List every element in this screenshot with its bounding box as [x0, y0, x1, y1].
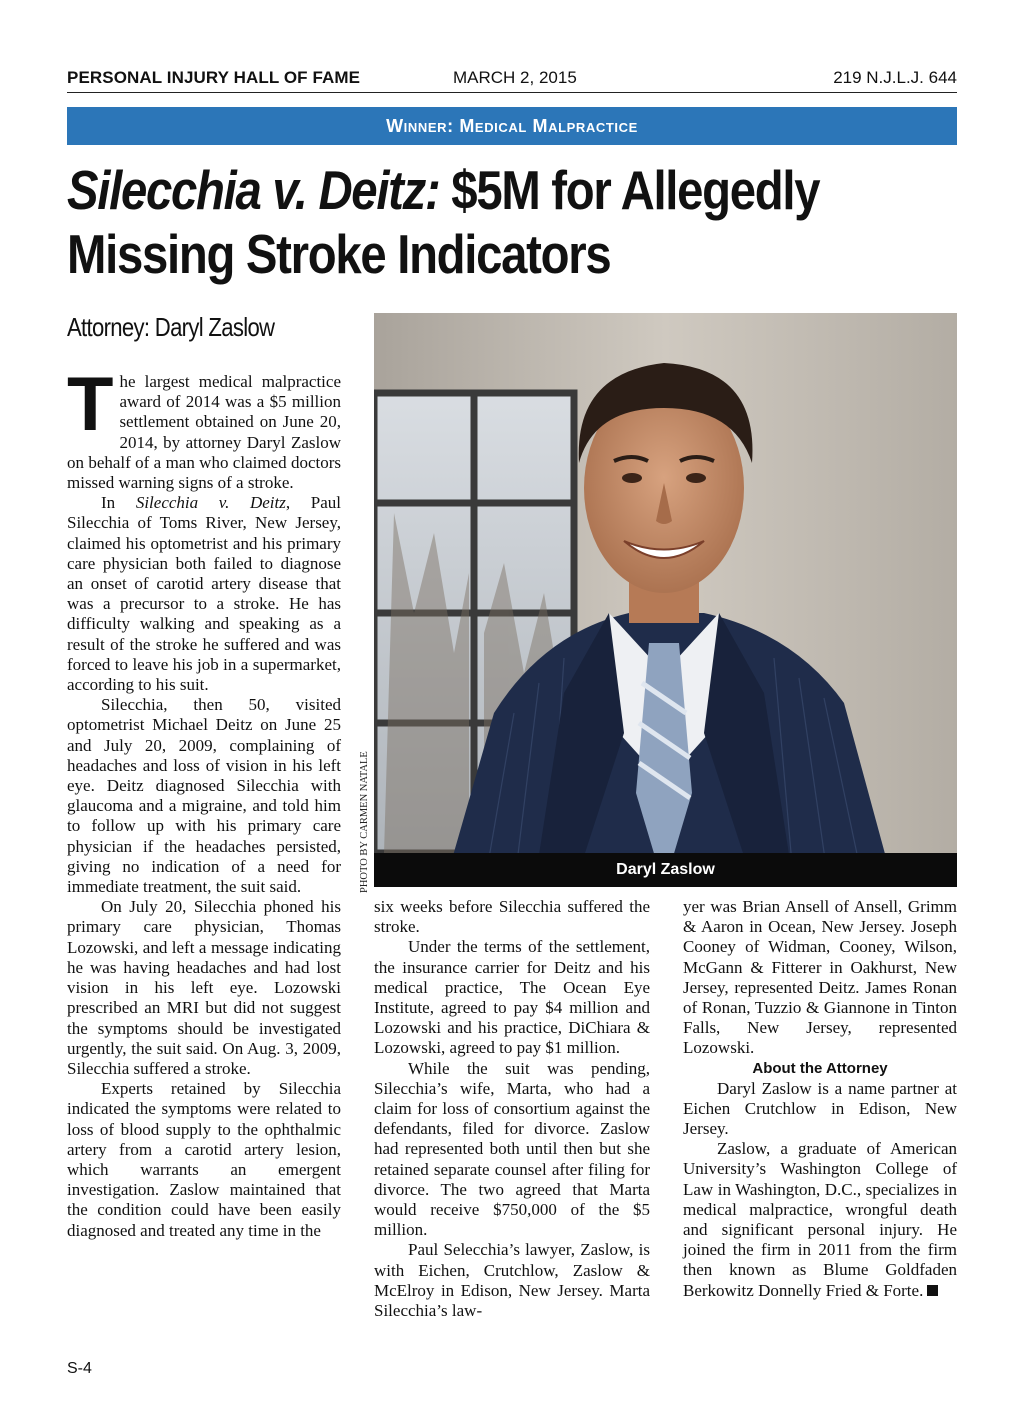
article-paragraph: Experts retained by Silecchia indicated the symptoms were related to loss of blood supply to the ophthalmic artery from a carotid artery lesion, which warrants an emergent investigation. Zaslow maintained that the condition could have been easily diagnosed and treated any time in the	[67, 1079, 341, 1240]
photo-caption: Daryl Zaslow	[374, 853, 957, 887]
page-number: S-4	[67, 1360, 92, 1377]
article-paragraph: The largest medical malpractice award of 2014 was a $5 million settlement obtained on June 20, 2014, by attorney Daryl Zaslow on behalf of a man who claimed doctors missed warning signs of a stroke.	[67, 362, 341, 493]
article-paragraph: While the suit was pending, Silecchia’s wife, Marta, who had a claim for loss of consortium against the defendants, filed for divorce. Zaslow had represented both until then but she retained separate counsel after filing for divorce. The two agreed that Marta would receive $750,000 of the $5 million.	[374, 1058, 650, 1240]
citation: 219 N.J.L.J. 644	[833, 68, 957, 87]
article-column-3	[683, 897, 957, 1301]
headline-line2: Missing Stroke Indicators	[67, 223, 611, 285]
article-paragraph: Zaslow, a graduate of American University’s Washington College of Law in Washington, D.C., specializes in medical malpractice, wrongful death and significant personal injury. He joined the firm in 2011 from the firm then known as Blume Goldfaden Berkowitz Donnelly Fried & Forte.	[683, 1139, 957, 1300]
issue-date: MARCH 2, 2015	[453, 68, 577, 87]
about-heading: About the Attorney	[752, 1059, 888, 1077]
article-paragraph: six weeks before Silecchia suffered the stroke.	[374, 897, 650, 937]
article-column-1	[67, 362, 341, 1241]
portrait-illustration	[374, 313, 957, 887]
attorney-photo	[374, 313, 957, 887]
article-column-2	[374, 897, 650, 1321]
attorney-byline: Attorney: Daryl Zaslow	[67, 312, 275, 342]
end-mark-icon	[927, 1285, 938, 1296]
page-header	[67, 68, 957, 93]
headline-line1: $5M for Allegedly	[439, 159, 820, 221]
article-paragraph: Daryl Zaslow is a name partner at Eichen Crutchlow in Edison, New Jersey.	[683, 1078, 957, 1139]
headline-case-name: Silecchia v. Deitz:	[67, 159, 440, 221]
article-paragraph: yer was Brian Ansell of Ansell, Grimm & Aaron in Ocean, New Jersey. Joseph Cooney of Widman, Cooney, Wilson, McGann & Fitterer in Oakhurst, New Jersey, represented Deitz. James Ronan of Ronan, Tuzzio & Giannone in Tinton Falls, New Jersey, represented Lozowski.	[683, 897, 957, 1058]
article-paragraph: Paul Selecchia’s lawyer, Zaslow, is with Eichen, Crutchlow, Zaslow & McElroy in Edison, New Jersey. Marta Silecchia’s law-	[374, 1240, 650, 1321]
section-title: PERSONAL INJURY HALL OF FAME	[67, 68, 361, 87]
photo-credit: PHOTO BY CARMEN NATALE	[359, 751, 370, 893]
article-paragraph: In Silecchia v. Deitz, Paul Silecchia of Toms River, New Jersey, claimed his optometrist and his primary care physician both failed to diagnose an onset of carotid artery disease that was a precursor to a stroke. He has difficulty walking and speaking as a result of the stroke he suffered and was forced to leave his job in a supermarket, according to his suit.	[67, 493, 341, 695]
drop-cap: T	[67, 362, 114, 447]
headline	[67, 158, 832, 286]
article-paragraph: Silecchia, then 50, visited optometrist Michael Deitz on June 25 and July 20, 2009, complaining of headaches and loss of vision in his left eye. Deitz diagnosed Silecchia with glaucoma and a migraine, and told him to follow up with his primary care physician if the headaches persisted, giving no indication of a need for immediate treatment, the suit said.	[67, 695, 341, 897]
article-paragraph: Under the terms of the settlement, the insurance carrier for Deitz and his medical practice, The Ocean Eye Institute, agreed to pay $4 million and Lozowski and his practice, DiChiara & Lozowski, agreed to pay $1 million.	[374, 937, 650, 1058]
article-paragraph: On July 20, Silecchia phoned his primary care physician, Thomas Lozowski, and left a message indicating he was having headaches and had lost vision in his left eye. Lozowski prescribed an MRI but did not suggest the symptoms should be investigated urgently, the suit said. On Aug. 3, 2009, Silecchia suffered a stroke.	[67, 897, 341, 1078]
category-banner: Winner: Medical Malpractice	[67, 107, 957, 145]
